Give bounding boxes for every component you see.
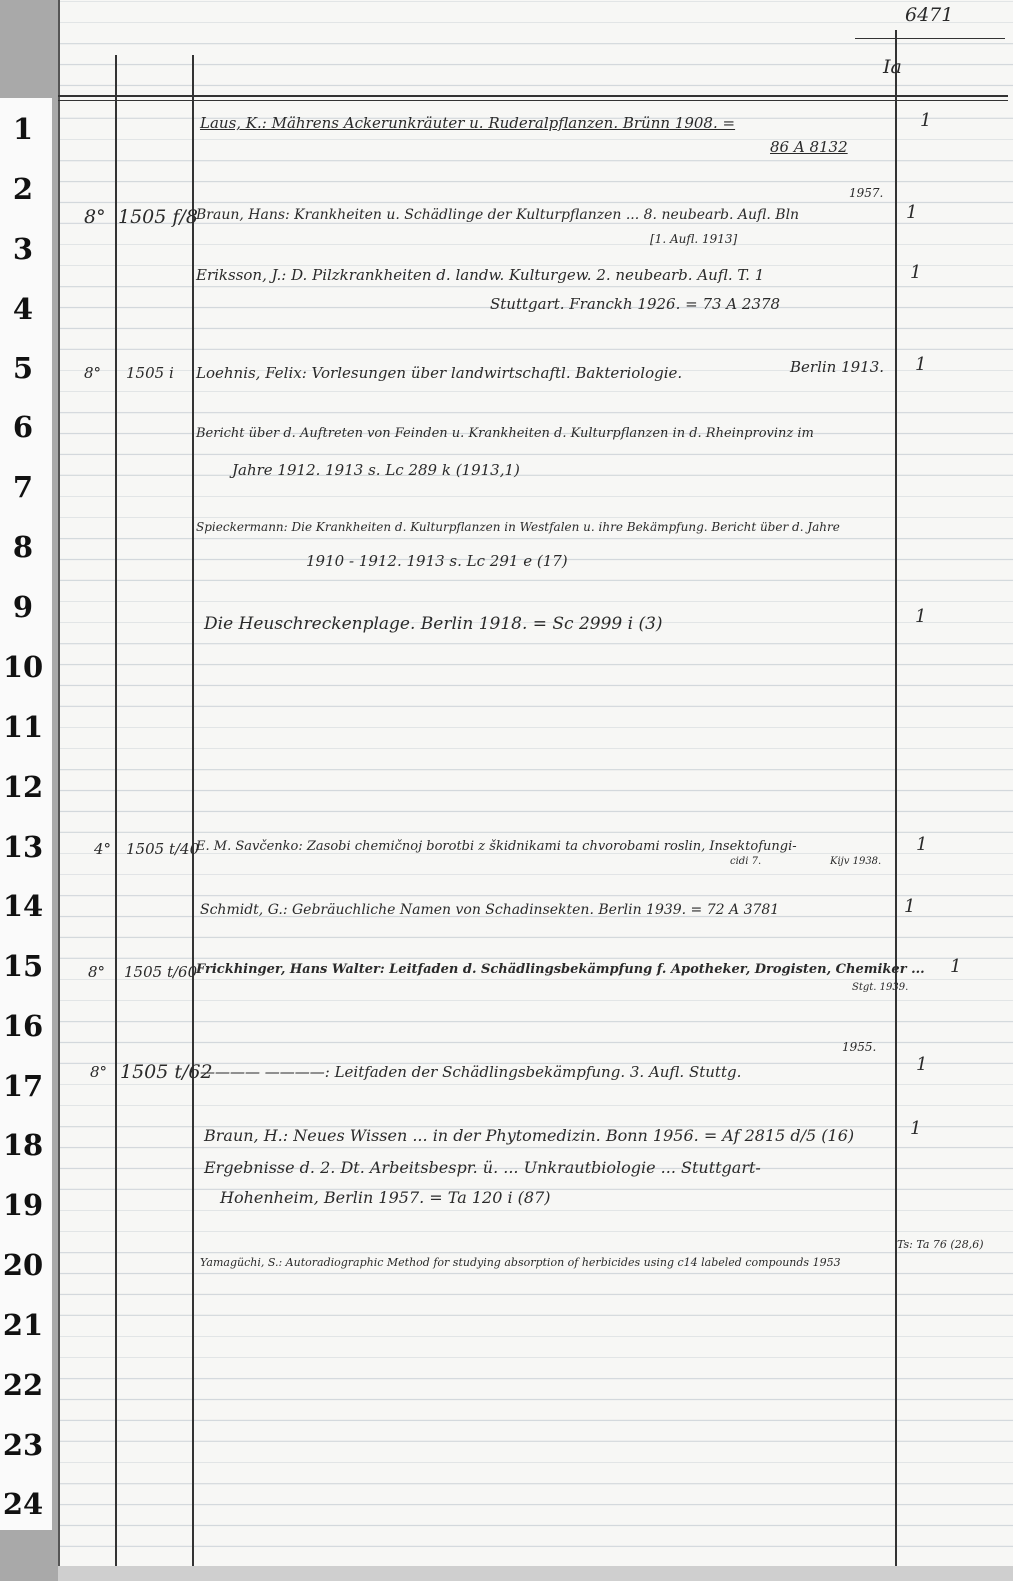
line-number: 16 <box>2 1009 44 1043</box>
line-number: 6 <box>12 410 34 444</box>
entry-format: 4° <box>94 840 112 858</box>
entry-format: 8° <box>90 1063 108 1081</box>
format-column-rule <box>115 55 117 1566</box>
entry-text: Braun, H.: Neues Wissen ... in der Phytomedizin. Bonn 1956. = Af 2815 d/5 (16) <box>204 1126 855 1145</box>
line-number: 22 <box>2 1368 44 1402</box>
line-number: 9 <box>12 590 34 624</box>
entry-text: Berlin 1913. <box>790 358 885 376</box>
entry-shelf-number: 1505 t/62 <box>120 1061 213 1083</box>
entry-text: Die Heuschreckenplage. Berlin 1918. = Sc 2999 i (3) <box>204 614 663 634</box>
line-number: 4 <box>12 292 34 326</box>
line-number: 17 <box>2 1069 44 1103</box>
shelfmark-column-rule <box>192 55 194 1566</box>
page-edge <box>58 0 60 1566</box>
line-number: 8 <box>12 530 34 564</box>
entry-text: Stuttgart. Franckh 1926. = 73 A 2378 <box>490 295 781 313</box>
entry-side-note: Ts: Ta 76 (28,6) <box>897 1238 984 1251</box>
entry-note: Stgt. 1939. <box>852 982 909 993</box>
header-rule <box>58 95 1008 97</box>
entry-text: Ergebnisse d. 2. Dt. Arbeitsbespr. ü. ... Unkrautbiologie ... Stuttgart- <box>204 1158 761 1177</box>
entry-text: ———— ————: Leitfaden der Schädlingsbekämpfung. 3. Aufl. Stuttg. <box>200 1063 742 1081</box>
entry-count: 1 <box>910 1118 922 1139</box>
entry-count: 1 <box>910 262 922 283</box>
line-number: 18 <box>2 1128 44 1162</box>
entry-text: Eriksson, J.: D. Pilzkrankheiten d. landw. Kulturgew. 2. neubearb. Aufl. T. 1 <box>196 266 765 284</box>
line-number: 20 <box>2 1248 44 1282</box>
column-label: Ia <box>883 56 902 78</box>
line-number: 12 <box>2 770 44 804</box>
entry-note: cidi 7. <box>730 856 762 867</box>
entry-text: Jahre 1912. 1913 s. Lc 289 k (1913,1) <box>232 461 520 479</box>
entry-format: 8° <box>84 206 106 228</box>
entry-shelf-number: 1505 f/8 <box>118 206 198 228</box>
page-number-rule <box>855 38 1005 39</box>
count-column-rule <box>895 30 897 1566</box>
entry-count: 1 <box>916 834 928 855</box>
line-number: 15 <box>2 949 44 983</box>
entry-text: 1910 - 1912. 1913 s. Lc 291 e (17) <box>306 552 568 570</box>
entry-text: Schmidt, G.: Gebräuchliche Namen von Schadinsekten. Berlin 1939. = 72 A 3781 <box>200 902 780 918</box>
entry-shelf-number: 1505 t/40 <box>126 840 200 858</box>
line-number: 1 <box>12 112 34 146</box>
page-number: 6471 <box>905 4 954 26</box>
entry-format: 8° <box>84 364 102 382</box>
line-number: 13 <box>2 830 44 864</box>
ledger-page <box>58 0 1013 1566</box>
line-number: 19 <box>2 1188 44 1222</box>
entry-format: 8° <box>88 963 106 981</box>
entry-year-note: 1955. <box>842 1040 877 1054</box>
entry-text: Hohenheim, Berlin 1957. = Ta 120 i (87) <box>220 1188 551 1207</box>
entry-count: 1 <box>915 354 927 375</box>
line-number: 21 <box>2 1308 44 1342</box>
entry-note: [1. Aufl. 1913] <box>650 232 738 246</box>
header-rule-second <box>58 100 1008 101</box>
line-number: 3 <box>12 232 34 266</box>
entry-shelf-number: 1505 i <box>126 364 174 382</box>
line-number: 11 <box>2 710 44 744</box>
line-number: 5 <box>12 351 34 385</box>
entry-shelfmark: 86 A 8132 <box>770 138 848 156</box>
entry-text: Braun, Hans: Krankheiten u. Schädlinge der Kulturpflanzen ... 8. neubearb. Aufl. Bln <box>196 207 800 223</box>
line-number: 14 <box>2 889 44 923</box>
entry-text: Laus, K.: Mährens Ackerunkräuter u. Ruderalpflanzen. Brünn 1908. = <box>200 114 736 132</box>
entry-count: 1 <box>906 202 918 223</box>
entry-text: Spieckermann: Die Krankheiten d. Kulturpflanzen in Westfalen u. ihre Bekämpfung. Bericht über d. Jahre <box>196 520 840 534</box>
line-number: 2 <box>12 172 34 206</box>
line-number: 10 <box>2 650 44 684</box>
line-number: 7 <box>12 470 34 504</box>
entry-shelf-number: 1505 t/60 <box>124 963 198 981</box>
entry-text: Frickhinger, Hans Walter: Leitfaden d. Schädlingsbekämpfung f. Apotheker, Drogisten, Chemiker ... <box>196 962 925 977</box>
entry-count: 1 <box>916 1054 928 1075</box>
entry-text: Loehnis, Felix: Vorlesungen über landwirtschaftl. Bakteriologie. <box>196 364 683 382</box>
entry-text: E. M. Savčenko: Zasobi chemičnoj borotbi z škidnikami ta chvorobami roslin, Insektofungi- <box>196 839 797 854</box>
entry-count: 1 <box>920 110 932 131</box>
entry-text: Yamagüchi, S.: Autoradiographic Method for studying absorption of herbicides using c14 labeled compounds 1953 <box>200 1256 841 1269</box>
entry-count: 1 <box>915 606 927 627</box>
line-number: 23 <box>2 1428 44 1462</box>
entry-note: Kijv 1938. <box>830 856 882 867</box>
line-number: 24 <box>2 1487 44 1521</box>
entry-count: 1 <box>950 956 962 977</box>
entry-count: 1 <box>904 896 916 917</box>
entry-year-note: 1957. <box>849 186 884 200</box>
entry-text: Bericht über d. Auftreten von Feinden u. Krankheiten d. Kulturpflanzen in d. Rheinprovinz im <box>196 426 814 441</box>
